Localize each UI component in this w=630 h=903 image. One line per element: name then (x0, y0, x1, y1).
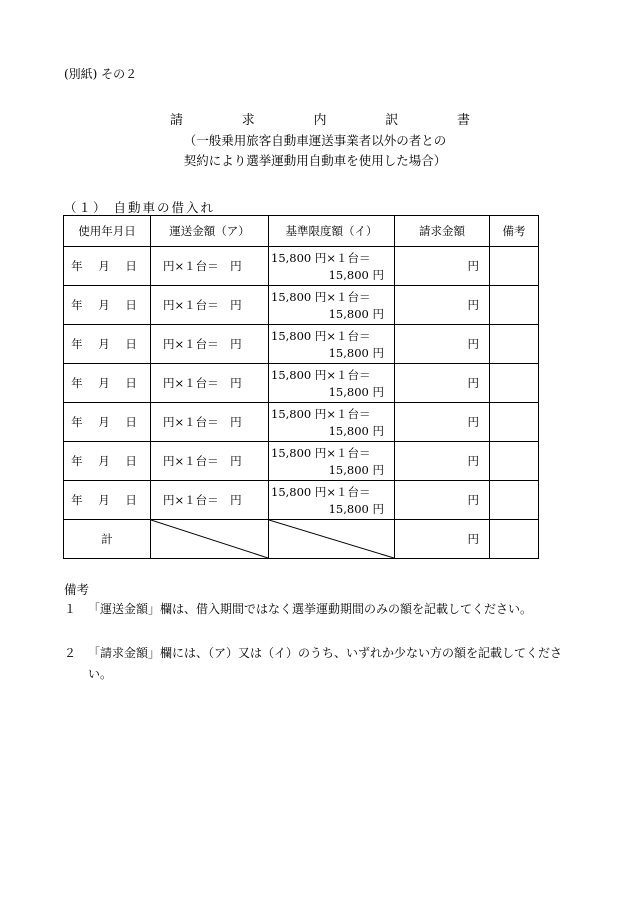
title-char: 書 (456, 113, 470, 128)
limit-formula: 15,800 円×１台＝ (271, 407, 371, 421)
limit-formula: 15,800 円×１台＝ (271, 290, 371, 304)
limit-formula: 15,800 円×１台＝ (271, 368, 371, 382)
claim-cell[interactable]: 円 (395, 481, 490, 520)
limit-amount: 15,800 円 (328, 268, 384, 282)
limit-cell (269, 325, 395, 364)
subtitle-line-2: 契約により選挙運動用自動車を使用した場合） (183, 153, 447, 168)
table-row (64, 481, 539, 520)
limit-amount: 15,800 円 (328, 502, 384, 516)
remark-number: １ (64, 602, 77, 616)
table-row (64, 286, 539, 325)
section-heading: （１） 自動車の借入れ (64, 200, 215, 215)
header-note: 備考 (490, 216, 539, 247)
date-cell[interactable]: 年 月 日 (64, 481, 151, 520)
claim-cell[interactable]: 円 (395, 403, 490, 442)
title-char: 求 (241, 113, 255, 128)
date-cell[interactable]: 年 月 日 (64, 325, 151, 364)
total-row (64, 520, 539, 559)
fare-cell[interactable]: 円×１台＝ 円 (151, 286, 269, 325)
remark-item (64, 599, 564, 620)
header-fare: 運送金額（ア） (151, 216, 269, 247)
limit-formula: 15,800 円×１台＝ (271, 446, 371, 460)
date-cell[interactable]: 年 月 日 (64, 247, 151, 286)
date-cell[interactable]: 年 月 日 (64, 364, 151, 403)
header-date: 使用年月日 (64, 216, 151, 247)
diagonal-cell (269, 520, 395, 559)
limit-amount: 15,800 円 (328, 385, 384, 399)
remark-text: 「運送金額」欄は、借入期間ではなく選挙運動期間のみの額を記載してください。 (88, 602, 533, 616)
note-cell[interactable] (490, 481, 539, 520)
fare-cell[interactable]: 円×１台＝ 円 (151, 403, 269, 442)
remark-item (64, 643, 564, 685)
table-row (64, 442, 539, 481)
table-row (64, 403, 539, 442)
table-header-row (64, 216, 539, 247)
date-cell[interactable]: 年 月 日 (64, 442, 151, 481)
remark-number: ２ (64, 646, 77, 660)
note-cell[interactable] (490, 364, 539, 403)
limit-cell (269, 286, 395, 325)
title-char: 内 (313, 113, 327, 128)
limit-amount: 15,800 円 (328, 424, 384, 438)
remarks-heading: 備考 (64, 582, 90, 597)
note-cell[interactable] (490, 403, 539, 442)
table-row (64, 247, 539, 286)
remark-text: 「請求金額」欄には、（ア）又は（イ）のうち、いずれか少ない方の額を記載してください。 (88, 646, 563, 681)
note-cell[interactable] (490, 286, 539, 325)
title-char: 請 (170, 113, 184, 128)
limit-formula: 15,800 円×１台＝ (271, 251, 371, 265)
limit-formula: 15,800 円×１台＝ (271, 485, 371, 499)
limit-amount: 15,800 円 (328, 346, 384, 360)
claim-cell[interactable]: 円 (395, 247, 490, 286)
table-row (64, 325, 539, 364)
note-cell[interactable] (490, 442, 539, 481)
limit-cell (269, 403, 395, 442)
claim-cell[interactable]: 円 (395, 442, 490, 481)
attachment-label: (別紙) その２ (64, 67, 138, 81)
total-note-cell[interactable] (490, 520, 539, 559)
limit-cell (269, 364, 395, 403)
fare-cell[interactable]: 円×１台＝ 円 (151, 247, 269, 286)
limit-amount: 15,800 円 (328, 463, 384, 477)
claim-cell[interactable]: 円 (395, 325, 490, 364)
limit-formula: 15,800 円×１台＝ (271, 329, 371, 343)
claim-cell[interactable]: 円 (395, 286, 490, 325)
header-limit: 基準限度額（イ） (269, 216, 395, 247)
date-cell[interactable]: 年 月 日 (64, 286, 151, 325)
total-label: 計 (64, 520, 151, 559)
limit-cell (269, 442, 395, 481)
document-title (170, 109, 470, 128)
note-cell[interactable] (490, 325, 539, 364)
subtitle-line-1: （一般乗用旅客自動車運送事業者以外の者との (183, 133, 447, 148)
fare-cell[interactable]: 円×１台＝ 円 (151, 442, 269, 481)
fare-cell[interactable]: 円×１台＝ 円 (151, 364, 269, 403)
header-claim: 請求金額 (395, 216, 490, 247)
table-row (64, 364, 539, 403)
limit-amount: 15,800 円 (328, 307, 384, 321)
fare-cell[interactable]: 円×１台＝ 円 (151, 481, 269, 520)
fare-cell[interactable]: 円×１台＝ 円 (151, 325, 269, 364)
limit-cell (269, 481, 395, 520)
claim-table (63, 215, 539, 559)
date-cell[interactable]: 年 月 日 (64, 403, 151, 442)
title-char: 訳 (385, 113, 399, 128)
note-cell[interactable] (490, 247, 539, 286)
diagonal-cell (151, 520, 269, 559)
claim-cell[interactable]: 円 (395, 364, 490, 403)
total-claim-cell[interactable]: 円 (395, 520, 490, 559)
limit-cell (269, 247, 395, 286)
